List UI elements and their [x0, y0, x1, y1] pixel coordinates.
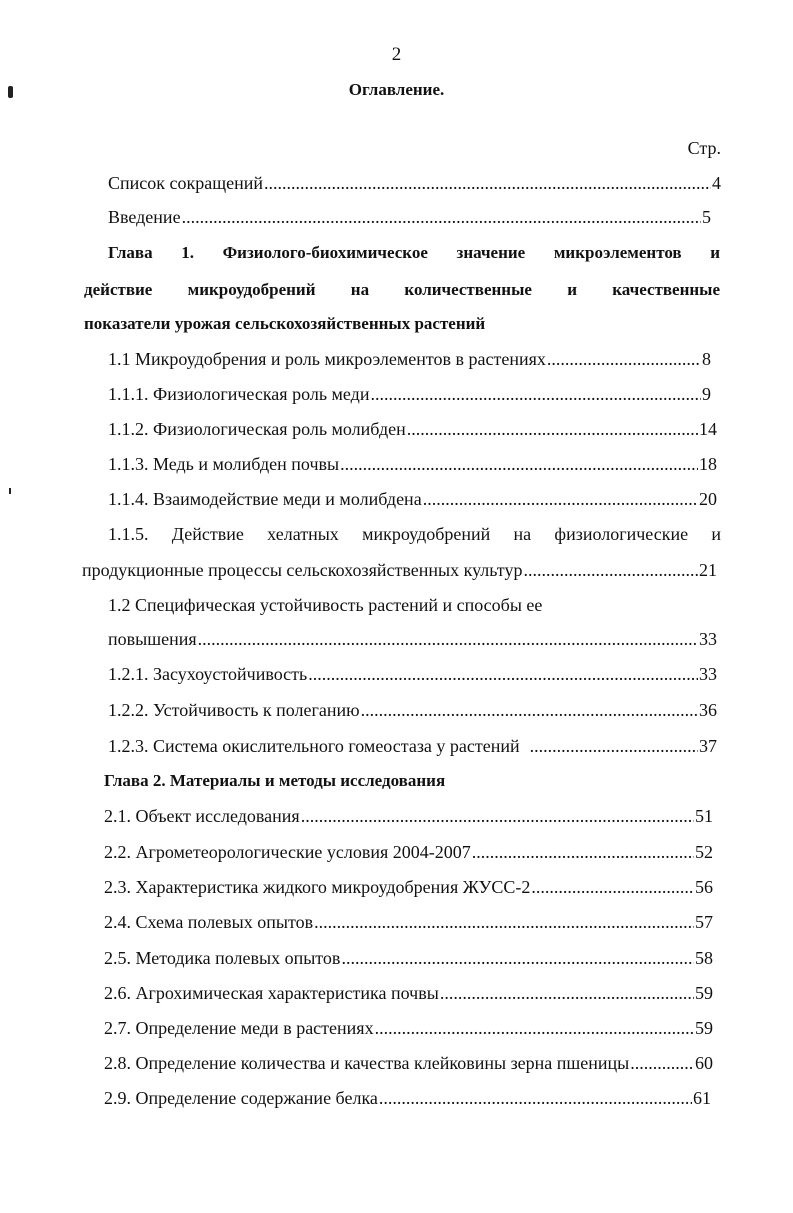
chapter-heading-line: Глава 1. Физиолого-биохимическое значение микроэлементов и	[108, 243, 720, 262]
toc-entry-text: 1.1 Микроудобрения и роль микроэлементов в растениях	[108, 349, 546, 369]
toc-entry-page: 5	[702, 207, 711, 227]
toc-entry	[104, 1087, 711, 1109]
toc-entry-page: 4	[712, 173, 721, 193]
toc-entry-page: 33	[699, 664, 717, 684]
toc-entry-text: 1.1.4. Взаимодействие меди и молибдена	[108, 489, 422, 509]
toc-entry-text: 1.2 Специфическая устойчивость растений и способы ее	[108, 595, 543, 615]
toc-entry	[108, 418, 717, 440]
toc-leader	[630, 1052, 694, 1074]
toc-entry-text: повышения	[108, 629, 197, 649]
toc-leader	[440, 982, 694, 1004]
toc-entry-text: 2.5. Методика полевых опытов	[104, 948, 341, 968]
toc-entry-page: 59	[695, 983, 713, 1003]
toc-entry	[108, 628, 717, 650]
toc-entry-page: 37	[699, 736, 717, 756]
toc-entry-page: 20	[699, 489, 717, 509]
toc-entry-page: 52	[695, 842, 713, 862]
toc-entry-text: 1.2.3. Система окислительного гомеостаза у растений	[108, 736, 520, 756]
toc-entry	[104, 876, 713, 898]
toc-leader	[547, 348, 701, 370]
toc-entry	[108, 172, 721, 194]
toc-entry-page: 61	[693, 1088, 711, 1108]
toc-entry-text-line	[108, 594, 721, 616]
toc-entry-text: Список сокращений	[108, 173, 263, 193]
toc-entry-text: 2.8. Определение количества и качества клейковины зерна пшеницы	[104, 1053, 630, 1073]
toc-leader	[308, 663, 698, 685]
toc-entry	[82, 559, 717, 581]
toc-entry-text: 2.2. Агрометеорологические условия 2004-2007	[104, 842, 471, 862]
toc-leader	[361, 699, 698, 721]
page-title: Оглавление.	[348, 80, 445, 99]
toc-entry-text: 2.4. Схема полевых опытов	[104, 912, 314, 932]
scan-mark-small	[9, 488, 11, 494]
toc-leader	[301, 805, 694, 827]
toc-entry	[104, 1017, 713, 1039]
toc-entry-text: 2.7. Определение меди в растениях	[104, 1018, 374, 1038]
toc-entry-page: 56	[695, 877, 713, 897]
toc-leader	[264, 172, 711, 194]
toc-entry	[104, 947, 713, 969]
toc-entry-text: продукционные процессы сельскохозяйственных культур	[82, 560, 523, 580]
chapter-heading-line: показатели урожая сельскохозяйственных растений	[84, 314, 486, 333]
chapter-heading-line: Глава 2. Материалы и методы исследования	[104, 771, 446, 790]
toc-leader	[340, 453, 698, 475]
toc-leader	[341, 947, 694, 969]
toc-entry	[108, 699, 717, 721]
toc-entry	[104, 1052, 713, 1074]
toc-entry	[104, 841, 713, 863]
toc-entry	[108, 453, 717, 475]
toc-entry-page: 60	[695, 1053, 713, 1073]
toc-entry-page: 18	[699, 454, 717, 474]
toc-entry-text: 1.1.2. Физиологическая роль молибден	[108, 419, 406, 439]
toc-entry-text: 2.6. Агрохимическая характеристика почвы	[104, 983, 439, 1003]
toc-entry-page: 21	[699, 560, 717, 580]
toc-entry	[108, 383, 711, 405]
toc-entry-text: Введение	[108, 207, 181, 227]
toc-entry-page: 8	[702, 349, 711, 369]
toc-entry-page: 36	[699, 700, 717, 720]
toc-entry-text: 2.3. Характеристика жидкого микроудобрения ЖУСС-2	[104, 877, 531, 897]
toc-leader	[523, 559, 698, 581]
toc-leader	[407, 418, 698, 440]
toc-leader	[182, 206, 701, 228]
toc-entry	[108, 348, 711, 370]
toc-entry-text: 2.1. Объект исследования	[104, 806, 300, 826]
toc-entry-page: 14	[699, 419, 717, 439]
toc-entry-page: 51	[695, 806, 713, 826]
toc-entry	[104, 911, 713, 933]
chapter-heading-line: действие микроудобрений на количественные и качественные	[84, 280, 720, 299]
toc-entry	[108, 488, 717, 510]
toc-entry-text: 1.2.1. Засухоустойчивость	[108, 664, 308, 684]
toc-entry-page: 58	[695, 948, 713, 968]
toc-entry	[104, 805, 713, 827]
toc-entry-text: 1.2.2. Устойчивость к полеганию	[108, 700, 360, 720]
toc-leader	[198, 628, 698, 650]
toc-entry-text: 1.1.5. Действие хелатных микроудобрений на физиологические и	[108, 524, 721, 544]
toc-entry-page: 33	[699, 629, 717, 649]
toc-leader	[530, 735, 698, 757]
page-number: 2	[391, 44, 402, 65]
toc-leader	[379, 1087, 692, 1109]
toc-leader	[531, 876, 694, 898]
toc-entry-text: 2.9. Определение содержание белка	[104, 1088, 378, 1108]
toc-leader	[314, 911, 694, 933]
page-column-label: Стр.	[687, 138, 721, 158]
toc-leader	[370, 383, 701, 405]
toc-entry-text: 1.1.3. Медь и молибден почвы	[108, 454, 340, 474]
toc-entry-page: 57	[695, 912, 713, 932]
toc-leader	[423, 488, 698, 510]
toc-entry	[108, 735, 717, 757]
toc-leader	[375, 1017, 694, 1039]
toc-entry-text: 1.1.1. Физиологическая роль меди	[108, 384, 370, 404]
toc-entry-page: 59	[695, 1018, 713, 1038]
toc-entry	[104, 982, 713, 1004]
toc-entry-page: 9	[702, 384, 711, 404]
toc-entry	[108, 206, 711, 228]
toc-entry	[108, 663, 717, 685]
toc-leader	[472, 841, 694, 863]
